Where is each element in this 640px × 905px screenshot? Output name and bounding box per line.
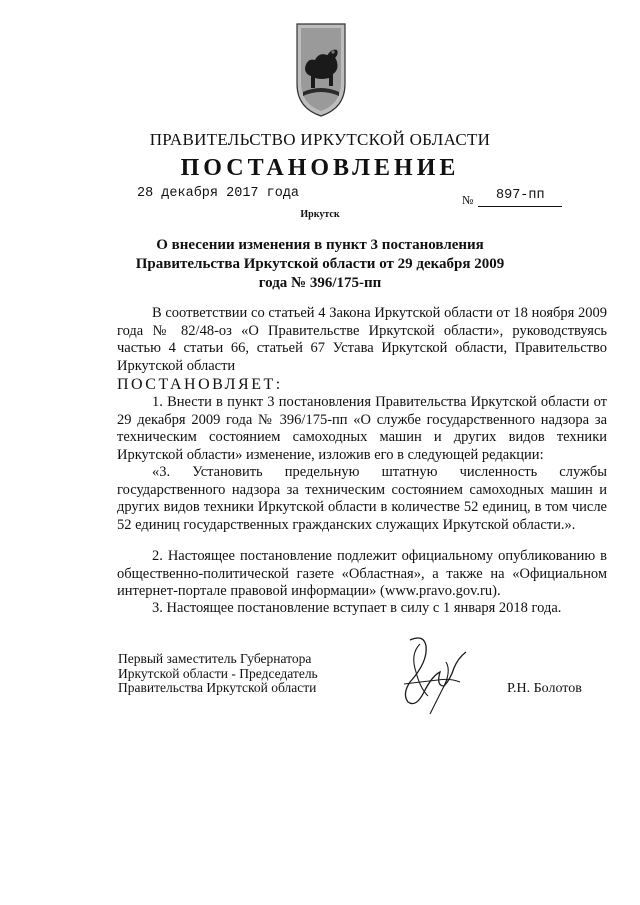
item-1-quote-paragraph: «3. Установить предельную штатную численность службы государственного надзора за техническим состоянием самоходных машин и других видов техники Иркутской области в количестве 52 единиц, в том числе 52 единиц государственных гражданских служащих Иркутской области.». <box>117 464 607 533</box>
number-label: № <box>462 193 474 207</box>
item-1-paragraph: 1. Внести в пункт 3 постановления Правительства Иркутской области от 29 декабря 2009 года № 396/175-пп «О службе государственного надзора за техническим состоянием самоходных машин и других видов техники Иркутской области» изменение, изложив его в следующей редакции: <box>117 394 607 463</box>
signatory-position-line-3: Правительства Иркутской области <box>118 680 317 695</box>
document-type: ПОСТАНОВЛЕНИЕ <box>180 155 460 181</box>
document-title: О внесении изменения в пункт 3 постановления Правительства Иркутской области от 29 декабря 2009 года № 396/175-пп <box>135 237 505 291</box>
coat-of-arms-emblem <box>293 22 349 118</box>
handwritten-signature <box>380 632 490 722</box>
number-underline <box>478 206 562 207</box>
signer-name: Р.Н. Болотов <box>507 681 582 696</box>
signatory-position-line-1: Первый заместитель Губернатора <box>118 651 312 666</box>
item-3-paragraph: 3. Настоящее постановление вступает в силу с 1 января 2018 года. <box>152 600 562 616</box>
preamble-paragraph: В соответствии со статьей 4 Закона Иркутской области от 18 ноября 2009 года № 82/48-оз «О Правительстве Иркутской области», руководствуясь частью 4 статьи 66, статьей 67 Устава Иркутской области, Правительство Иркутской области <box>117 305 607 374</box>
city-name: Иркутск <box>300 209 340 220</box>
item-2-paragraph: 2. Настоящее постановление подлежит официальному опубликованию в общественно-политической газете «Областная», а также на «Официальном интернет-портале правовой информации» (www.pravo.gov.ru). <box>117 548 607 599</box>
government-name: ПРАВИТЕЛЬСТВО ИРКУТСКОЙ ОБЛАСТИ <box>149 130 491 149</box>
document-number: 897-пп <box>496 188 545 203</box>
decrees-heading: ПОСТАНОВЛЯЕТ: <box>117 376 283 393</box>
document-date: 28 декабря 2017 года <box>137 186 300 201</box>
signatory-position <box>118 652 358 696</box>
signatory-position-line-2: Иркутской области - Председатель <box>118 665 318 681</box>
